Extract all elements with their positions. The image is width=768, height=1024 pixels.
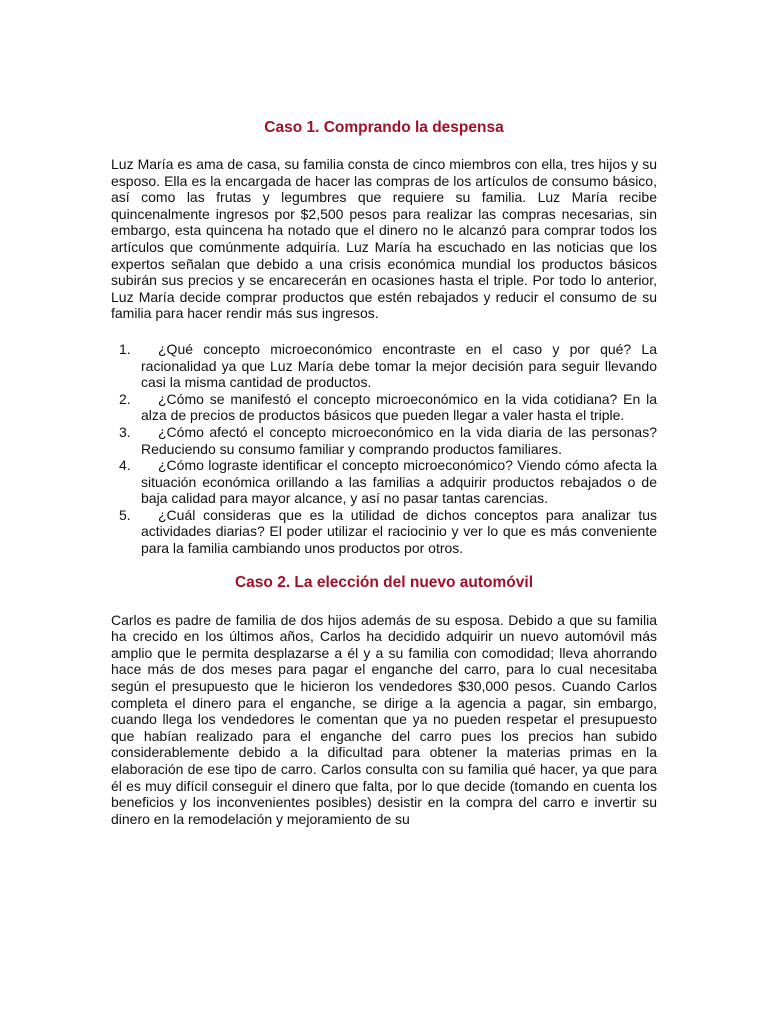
question-text: ¿Cuál consideras que es la utilidad de dichos conceptos para analizar tus actividades diarias? El poder utilizar el raciocinio y ver lo que es más conveniente para la familia cambiando unos productos por otros. (141, 506, 657, 557)
question-number: 5. (119, 506, 131, 523)
case2-paragraph: Carlos es padre de familia de dos hijos además de su esposa. Debido a que su familia ha crecido en los últimos años, Carlos ha decidido adquirir un nuevo automóvil más amplio que le permita desplazarse a él y a su familia con comodidad; lleva ahorrando hace más de dos meses para pagar el enganche del carro, para lo cual necesitaba según el presupuesto que le hicieron los vendedores $30,000 pesos. Cuando Carlos completa el dinero para el enganche, se dirige a la agencia a pagar, sin embargo, cuando llega los vendedores le comentan que ya no pueden respetar el presupuesto que habían realizado para el enganche del carro pues los precios han subido considerablemente debido a la dificultad para obtener la materias primas en la elaboración de ese tipo de carro. Carlos consulta con su familia qué hacer, ya que para él es muy difícil conseguir el dinero que falta, por lo que decide (tomando en cuenta los beneficios y los inconvenientes posibles) desistir en la compra del carro e invertir su dinero en la remodelación y mejoramiento de su (111, 611, 657, 827)
list-item (111, 391, 657, 424)
question-number: 4. (119, 457, 131, 474)
question-number: 1. (119, 340, 131, 357)
case1-question-list (111, 341, 657, 557)
list-item (111, 457, 657, 507)
question-number: 2. (119, 390, 131, 407)
question-number: 3. (119, 423, 131, 440)
document-page (111, 118, 657, 827)
case2-title: Caso 2. La elección del nuevo automóvil (234, 573, 534, 591)
list-item (111, 424, 657, 457)
question-text: ¿Qué concepto microeconómico encontraste en el caso y por qué? La racionalidad ya que Luz María debe tomar la mejor decisión para seguir llevando casi la misma cantidad de productos. (141, 340, 657, 391)
case1-paragraph: Luz María es ama de casa, su familia consta de cinco miembros con ella, tres hijos y su esposo. Ella es la encargada de hacer las compras de los artículos de consumo básico, así como las frutas y legumbres que requiere su familia. Luz María recibe quincenalmente ingresos por $2,500 pesos para realizar las compras necesarias, sin embargo, esta quincena ha notado que el dinero no le alcanzó para comprar todos los artículos que comúnmente adquiría. Luz María ha escuchado en las noticias que los expertos señalan que debido a una crisis económica mundial los productos básicos subirán sus precios y se encarecerán en ocasiones hasta el triple. Por todo lo anterior, Luz María decide comprar productos que estén rebajados y reducir el consumo de su familia para hacer rendir más sus ingresos. (111, 156, 657, 322)
case1-title: Caso 1. Comprando la despensa (264, 119, 504, 136)
list-item (111, 341, 657, 391)
question-text: ¿Cómo afectó el concepto microeconómico en la vida diaria de las personas? Reduciendo su consumo familiar y comprando productos familiares. (141, 423, 657, 457)
question-text: ¿Cómo se manifestó el concepto microeconómico en la vida cotidiana? En la alza de precios de productos básicos que pueden llegar a valer hasta el triple. (141, 390, 657, 424)
question-text: ¿Cómo lograste identificar el concepto microeconómico? Viendo cómo afecta la situación económica orillando a las familias a adquirir productos rebajados o de baja calidad para mayor alcance, y así no pasar tantas carencias. (141, 457, 657, 507)
list-item (111, 507, 657, 557)
